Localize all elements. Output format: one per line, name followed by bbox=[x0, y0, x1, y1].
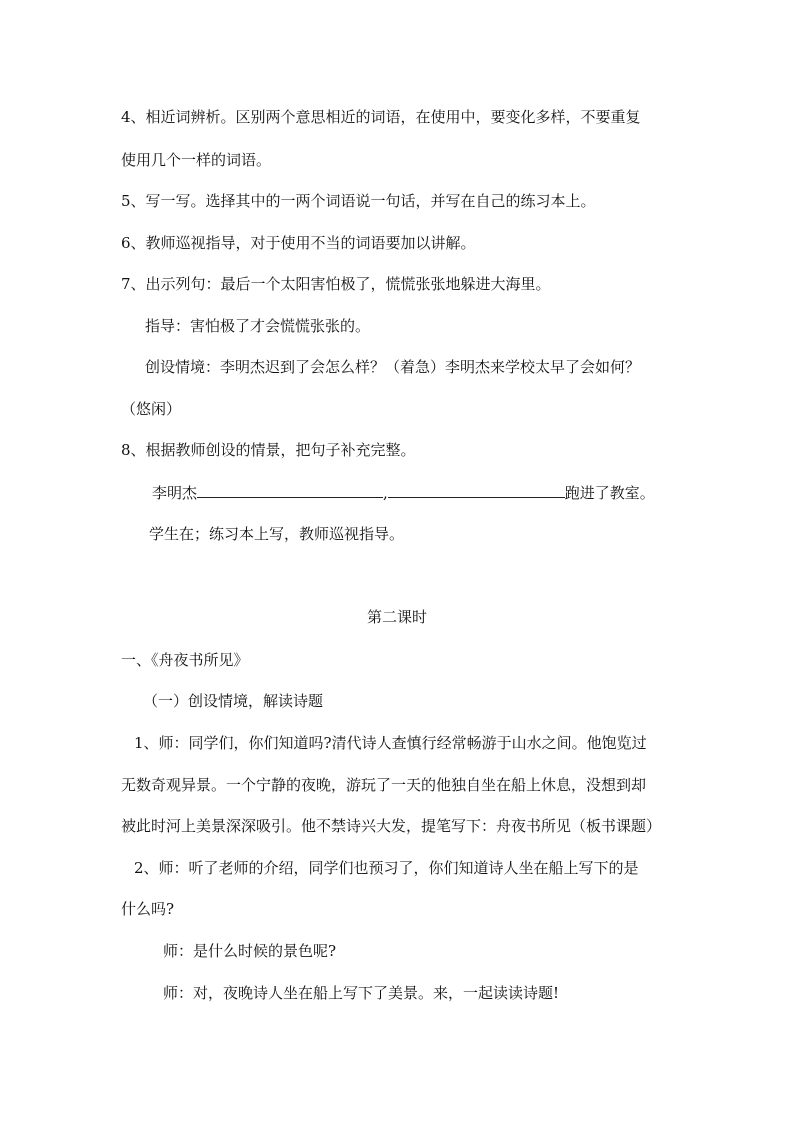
student-note: 学生在；练习本上写，教师巡视指导。 bbox=[149, 525, 405, 543]
scenario-line-1: 创设情境：李明杰迟到了会怎么样？（着急）李明杰来学校太早了会如何？ bbox=[145, 358, 641, 376]
guide-text: 指导：害怕极了才会慌慌张张的。 bbox=[145, 317, 371, 335]
fill-comma: , bbox=[383, 484, 388, 502]
fill-blank-1[interactable] bbox=[197, 482, 383, 498]
item-7: 7、出示列句：最后一个太阳害怕极了，慌慌张张地躲进大海里。 bbox=[121, 275, 551, 293]
fill-blank-2[interactable] bbox=[388, 482, 565, 498]
paragraph-2-line-1: 2、师：听了老师的介绍，同学们也预习了，你们知道诗人坐在船上写下的是 bbox=[134, 859, 639, 877]
fill-in-sentence bbox=[152, 482, 655, 503]
item-6: 6、教师巡视指导，对于使用不当的词语要加以讲解。 bbox=[121, 234, 476, 252]
paragraph-2-line-2: 什么吗? bbox=[121, 900, 175, 918]
scenario-line-2: （悠闲） bbox=[121, 400, 182, 418]
item-8: 8、根据教师创设的情景，把句子补充完整。 bbox=[121, 441, 416, 459]
item-4-line-2: 使用几个一样的词语。 bbox=[121, 151, 272, 169]
section-heading: 一、《舟夜书所见》 bbox=[121, 651, 249, 669]
paragraph-1-line-3: 被此时河上美景深深吸引。他不禁诗兴大发，提笔写下：舟夜书所见（板书课题） bbox=[121, 817, 662, 835]
lesson-title: 第二课时 bbox=[366, 608, 427, 626]
teacher-question: 师：是什么时候的景色呢? bbox=[163, 942, 337, 960]
paragraph-1-line-1: 1、师：同学们，你们知道吗?清代诗人查慎行经常畅游于山水之间。他饱览过 bbox=[134, 734, 647, 752]
subsection-heading: （一）创设情境，解读诗题 bbox=[143, 692, 324, 710]
item-4-line-1: 4、相近词辨析。区别两个意思相近的词语，在使用中，要变化多样，不要重复 bbox=[121, 108, 641, 126]
item-5: 5、写一写。选择其中的一两个词语说一句话，并写在自己的练习本上。 bbox=[121, 192, 596, 210]
paragraph-1-line-2: 无数奇观异景。一个宁静的夜晚，游玩了一天的他独自坐在船上休息，没想到却 bbox=[121, 776, 647, 794]
fill-end-text: 跑进了教室。 bbox=[564, 484, 655, 502]
teacher-answer: 师：对，夜晚诗人坐在船上写下了美景。来，一起读读诗题! bbox=[163, 984, 560, 1002]
fill-start-text: 李明杰 bbox=[152, 484, 198, 502]
